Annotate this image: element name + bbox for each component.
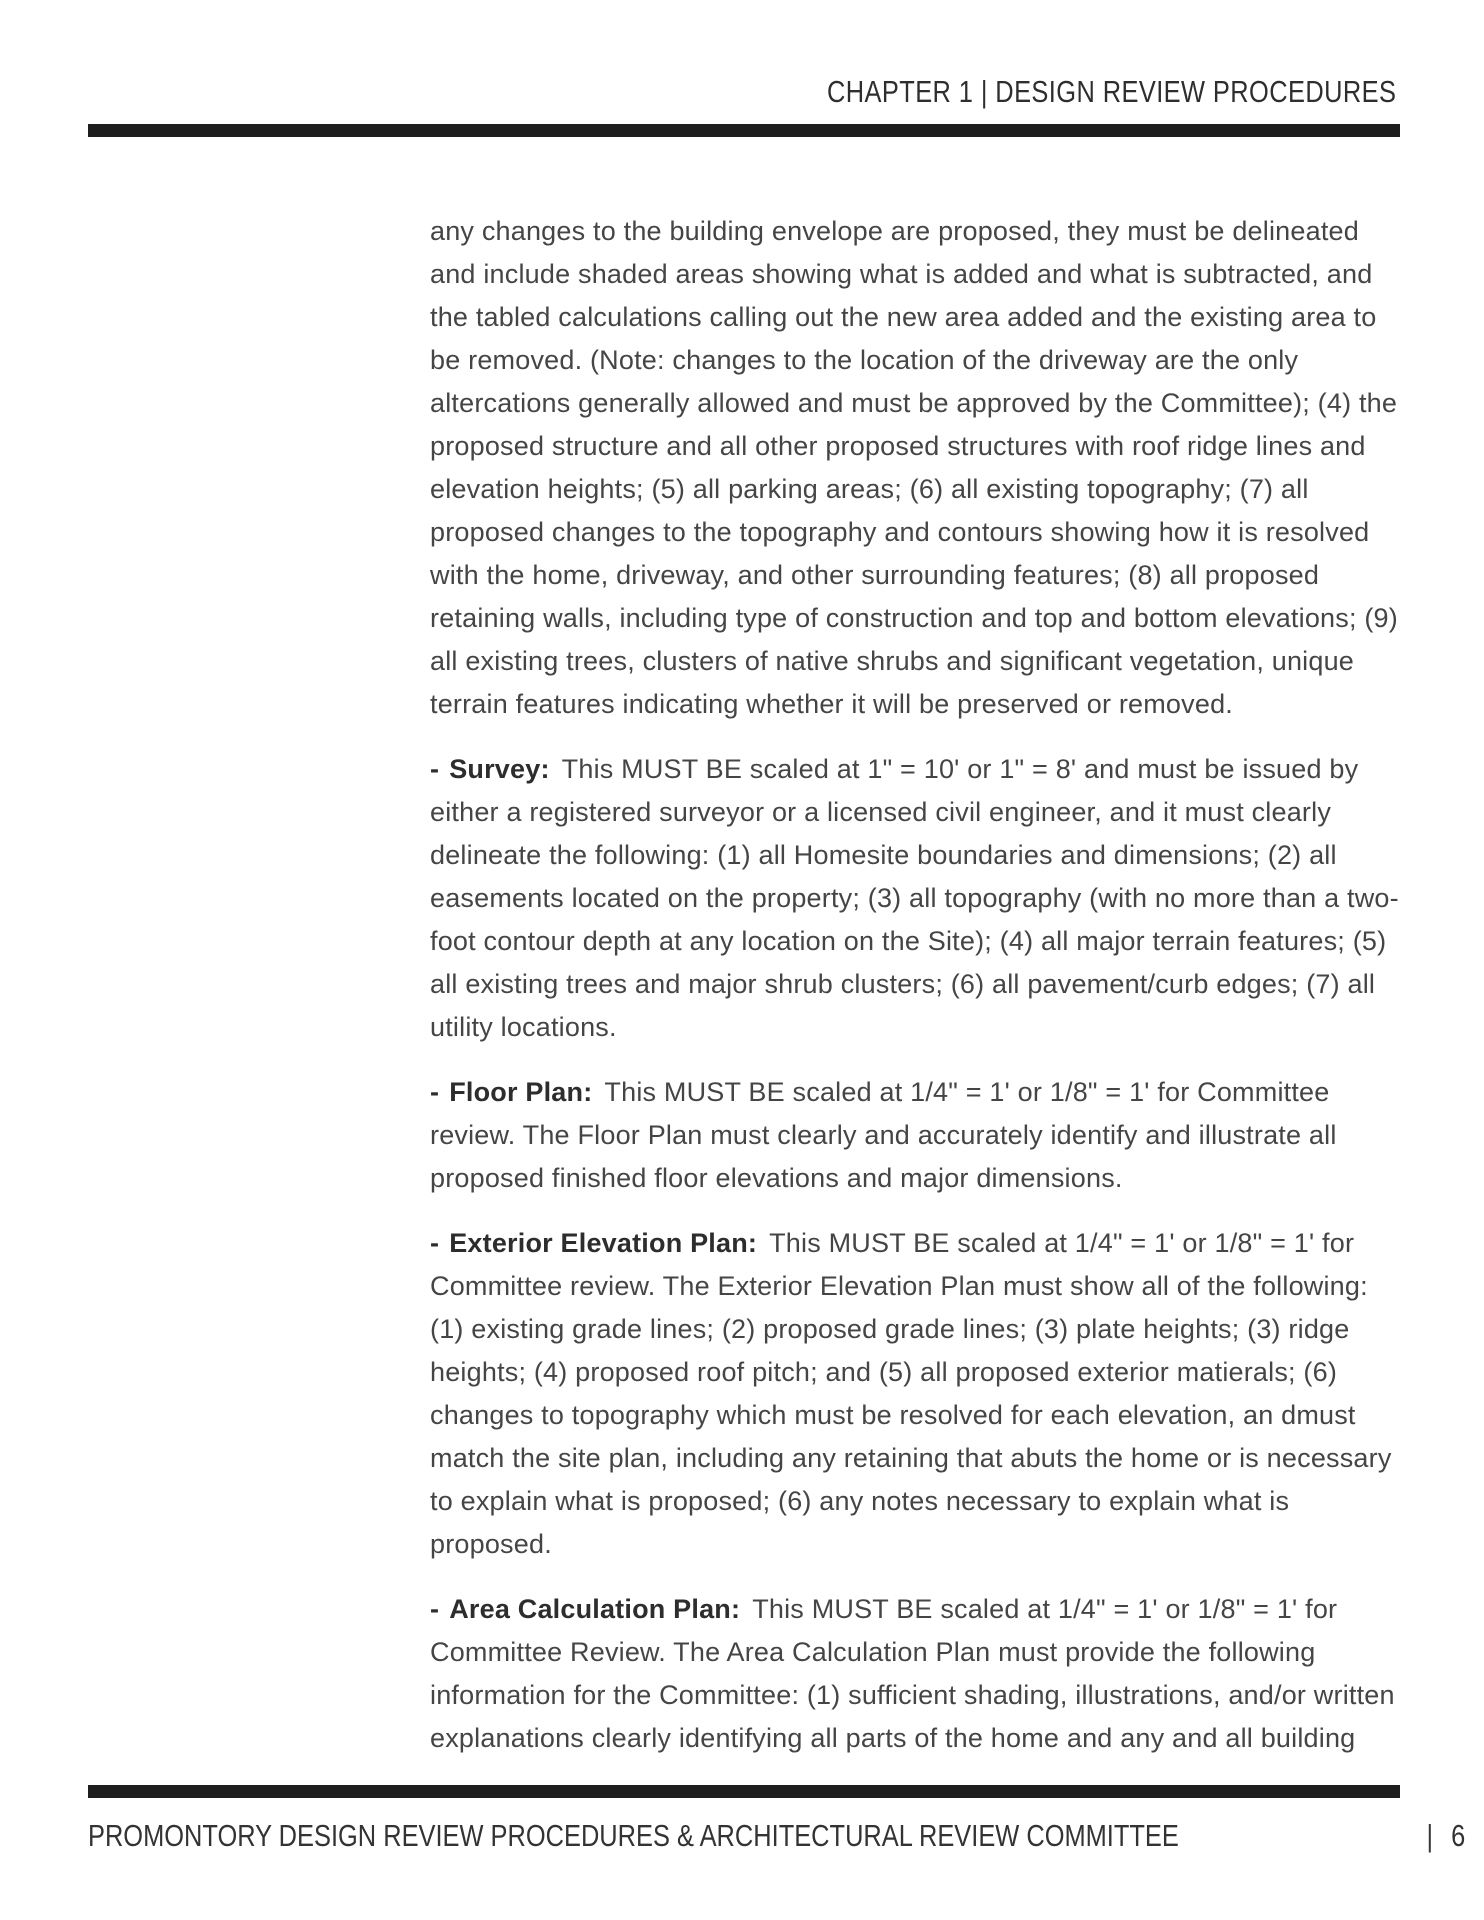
footer-divider-glyph: |: [1426, 1818, 1434, 1853]
footer-document-title: PROMONTORY DESIGN REVIEW PROCEDURES & ARCHITECTURAL REVIEW COMMITTEE: [88, 1818, 1179, 1853]
chapter-title: CHAPTER 1 | DESIGN REVIEW PROCEDURES: [826, 74, 1396, 109]
paragraph-text: This MUST BE scaled at 1" = 10' or 1" = 8' and must be issued by either a registered surveyor or a licensed civil engineer, and it must clearly delineate the following: (1) all Homesite boundaries and dimensions; (2) all easements located on the property; (3) all topography (with no more than a two-foot contour depth at any location on the Site); (4) all major terrain features; (5) all existing trees and major shrub clusters; (6) all pavement/curb edges; (7) all utility locations.: [430, 754, 1399, 1042]
body-paragraph: [430, 748, 1405, 1049]
paragraph-lead: Exterior Elevation Plan:: [449, 1228, 758, 1258]
paragraph-bullet: -: [430, 754, 440, 784]
body-paragraph: [430, 1222, 1405, 1566]
page-header: [702, 74, 1396, 110]
footer-page-group: [1427, 1818, 1466, 1854]
footer-divider-rule: [88, 1785, 1400, 1798]
paragraph-text: any changes to the building envelope are proposed, they must be delineated and include shaded areas showing what is added and what is subtracted, and the tabled calculations calling out the new area added and the existing area to be removed. (Note: changes to the location of the driveway are the only altercations generally allowed and must be approved by the Committee); (4) the proposed structure and all other proposed structures with roof ridge lines and elevation heights; (5) all parking areas; (6) all existing topography; (7) all proposed changes to the topography and contours showing how it is resolved with the home, driveway, and other surrounding features; (8) all proposed retaining walls, including type of construction and top and bottom elevations; (9) all existing trees, clusters of native shrubs and significant vegetation, unique terrain features indicating whether it will be preserved or removed.: [430, 216, 1398, 719]
paragraph-bullet: -: [430, 1594, 440, 1624]
header-divider-rule: [88, 124, 1400, 137]
page-footer: [88, 1818, 1466, 1854]
paragraph-lead: Survey:: [449, 754, 550, 784]
body-paragraph: [430, 210, 1405, 726]
paragraph-text: This MUST BE scaled at 1/4" = 1' or 1/8" = 1' for Committee review. The Floor Plan must clearly and accurately identify and illustrate all proposed finished floor elevations and major dimensions.: [430, 1077, 1337, 1193]
paragraph-bullet: -: [430, 1228, 440, 1258]
paragraph-text: This MUST BE scaled at 1/4" = 1' or 1/8" = 1' for Committee review. The Exterior Elevation Plan must show all of the following: (1) existing grade lines; (2) proposed grade lines; (3) plate heights; (3) ridge heights; (4) proposed roof pitch; and (5) all proposed exterior matierals; (6) changes to topography which must be resolved for each elevation, an dmust match the site plan, including any retaining that abuts the home or is necessary to explain what is proposed; (6) any notes necessary to explain what is proposed.: [430, 1228, 1392, 1559]
page-number: 6: [1451, 1818, 1466, 1853]
paragraph-bullet: -: [430, 1077, 440, 1107]
document-body: [430, 210, 1405, 1782]
body-paragraph: [430, 1071, 1405, 1200]
paragraph-lead: Area Calculation Plan:: [449, 1594, 741, 1624]
paragraph-lead: Floor Plan:: [449, 1077, 593, 1107]
paragraph-text: This MUST BE scaled at 1/4" = 1' or 1/8" = 1' for Committee Review. The Area Calculation Plan must provide the following information for the Committee: (1) sufficient shading, illustrations, and/or written explanations clearly identifying all parts of the home and any and all building: [430, 1594, 1395, 1753]
body-paragraph: [430, 1588, 1405, 1760]
